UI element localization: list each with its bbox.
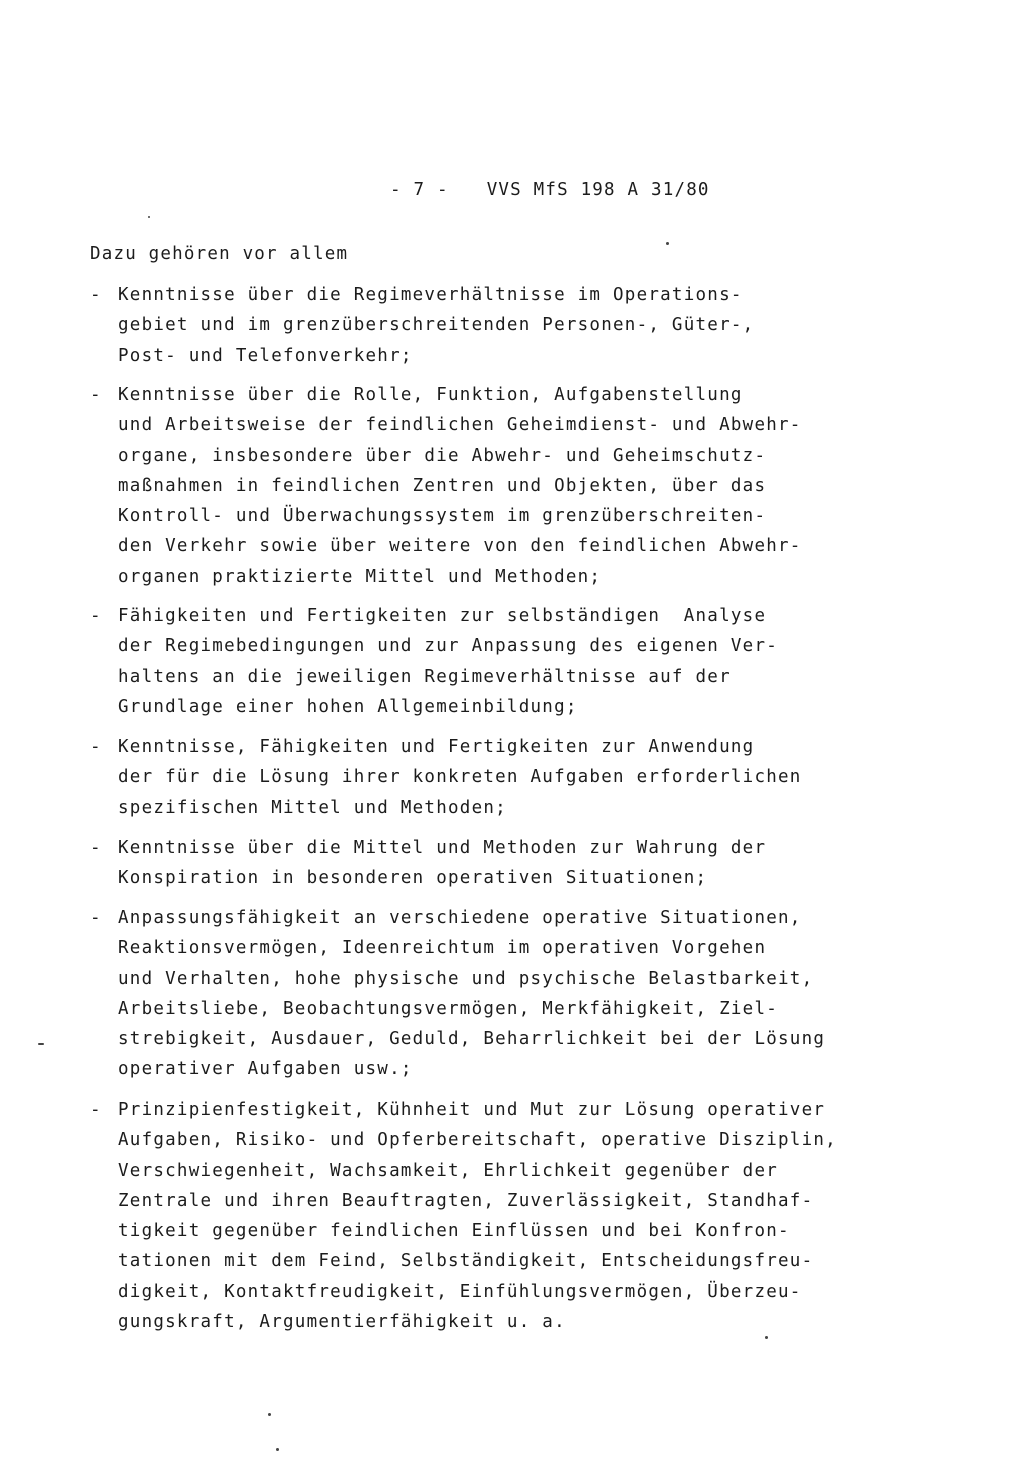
text-line: gebiet und im grenzüberschreitenden Personen-, Güter-, (118, 315, 755, 336)
page-number: - 7 - (390, 180, 449, 200)
text-line: Grundlage einer hohen Allgemeinbildung; (118, 696, 578, 717)
text-line: Kenntnisse, Fähigkeiten und Fertigkeiten zur Anwendung (118, 737, 755, 757)
list-dash: - (90, 838, 101, 858)
text-line: haltens an die jeweiligen Regimeverhältnisse auf der (118, 666, 731, 687)
text-line: Kontroll- und Überwachungssystem im grenzüberschreiten- (118, 506, 767, 527)
text-line: gungskraft, Argumentierfähigkeit u. a. (118, 1312, 566, 1333)
list-dash: - (90, 737, 101, 757)
text-line: den Verkehr sowie über weitere von den feindlichen Abwehr- (118, 536, 802, 557)
text-line: Verschwiegenheit, Wachsamkeit, Ehrlichkeit gegenüber der (118, 1160, 779, 1181)
scan-speck (268, 1413, 271, 1416)
text-line: und Arbeitsweise der feindlichen Geheimdienst- und Abwehr- (118, 415, 802, 436)
text-line: der Regimebedingungen und zur Anpassung des eigenen Ver- (118, 636, 779, 657)
list-item (90, 1095, 890, 1337)
text-line: und Verhalten, hohe physische und psychische Belastbarkeit, (118, 968, 814, 989)
list-item (90, 380, 890, 592)
list-dash: - (90, 1100, 101, 1120)
scan-speck (38, 1043, 44, 1045)
text-line: tationen mit dem Feind, Selbständigkeit, Entscheidungsfreu- (118, 1251, 814, 1272)
list-item (90, 280, 890, 371)
text-line: organe, insbesondere über die Abwehr- und Geheimschutz- (118, 445, 767, 466)
scan-speck (666, 242, 669, 245)
scan-speck (765, 1336, 768, 1339)
page-header (390, 180, 710, 200)
text-line: der für die Lösung ihrer konkreten Aufgaben erforderlichen (118, 767, 802, 788)
text-line: Reaktionsvermögen, Ideenreichtum im operativen Vorgehen (118, 938, 767, 959)
list-item (90, 903, 890, 1085)
text-line: Fähigkeiten und Fertigkeiten zur selbständigen Analyse (118, 606, 767, 626)
list-dash: - (90, 385, 101, 405)
text-line: strebigkeit, Ausdauer, Geduld, Beharrlichkeit bei der Lösung (118, 1029, 826, 1050)
document-reference: VVS MfS 198 A 31/80 (486, 180, 710, 200)
intro-text: Dazu gehören vor allem (90, 244, 349, 264)
text-line: Zentrale und ihren Beauftragten, Zuverlässigkeit, Standhaf- (118, 1190, 814, 1211)
text-line: Kenntnisse über die Mittel und Methoden zur Wahrung der (118, 838, 767, 858)
text-line: maßnahmen in feindlichen Zentren und Objekten, über das (118, 475, 767, 496)
text-line: Prinzipienfestigkeit, Kühnheit und Mut zur Lösung operativer (118, 1100, 826, 1120)
list-item (90, 601, 890, 722)
text-line: tigkeit gegenüber feindlichen Einflüssen und bei Konfron- (118, 1221, 790, 1242)
text-line: Konspiration in besonderen operativen Situationen; (118, 868, 708, 889)
text-line: Arbeitsliebe, Beobachtungsvermögen, Merkfähigkeit, Ziel- (118, 998, 779, 1019)
list-dash: - (90, 285, 101, 305)
list-item (90, 732, 890, 823)
list-dash: - (90, 908, 101, 928)
text-line: Kenntnisse über die Regimeverhältnisse im Operations- (118, 285, 743, 305)
text-line: spezifischen Mittel und Methoden; (118, 797, 507, 818)
scan-speck (276, 1448, 279, 1451)
text-line: Kenntnisse über die Rolle, Funktion, Aufgabenstellung (118, 385, 743, 405)
scan-speck (148, 216, 150, 218)
text-line: digkeit, Kontaktfreudigkeit, Einfühlungsvermögen, Überzeu- (118, 1281, 802, 1302)
text-line: organen praktizierte Mittel und Methoden; (118, 566, 602, 587)
text-line: Aufgaben, Risiko- und Opferbereitschaft, operative Disziplin, (118, 1130, 837, 1151)
text-line: Post- und Telefonverkehr; (118, 345, 413, 366)
list-dash: - (90, 606, 101, 626)
text-line: operativer Aufgaben usw.; (118, 1059, 413, 1080)
text-line: Anpassungsfähigkeit an verschiedene operative Situationen, (118, 908, 802, 928)
list-item (90, 833, 890, 894)
